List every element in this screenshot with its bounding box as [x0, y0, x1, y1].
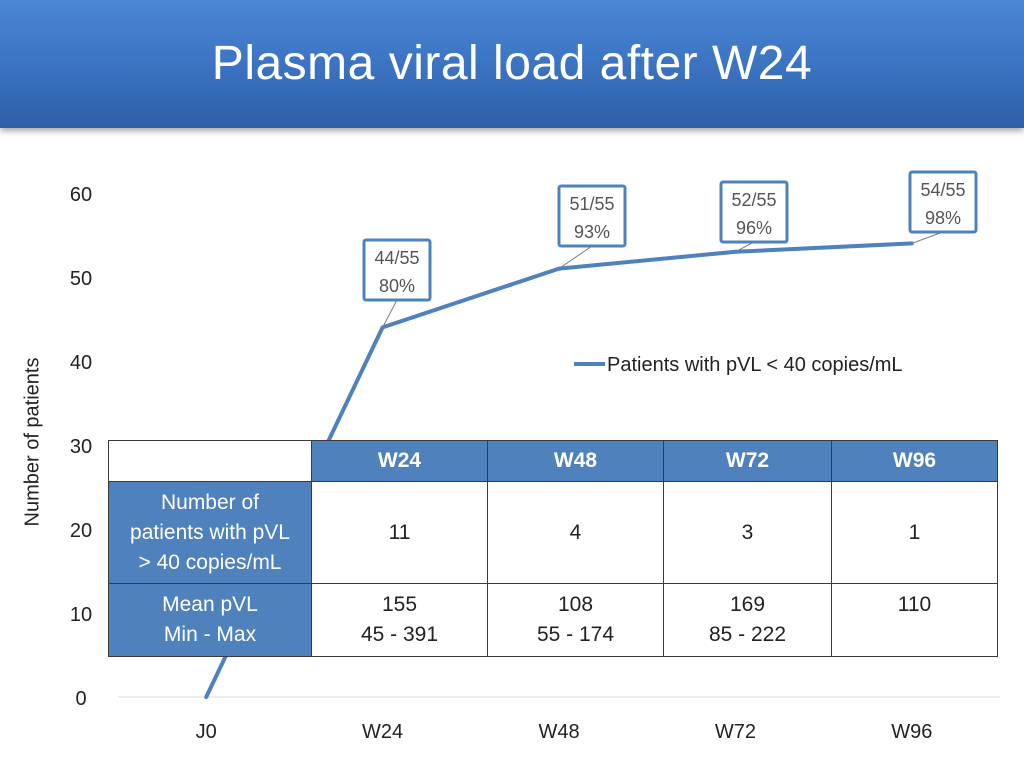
table-cell — [312, 584, 488, 657]
cell-value: 108 — [557, 593, 594, 616]
cell-value: 155 — [381, 593, 418, 616]
cell-value: 169 — [729, 593, 766, 616]
x-tick-label: W24 — [362, 721, 404, 743]
data-label: 98% — [924, 208, 962, 228]
y-tick-label: 0 — [75, 688, 87, 710]
cell-value: 11 — [388, 520, 411, 544]
callout-leader — [912, 232, 943, 243]
table-header-row — [109, 441, 998, 482]
cell-value: 1 — [908, 520, 921, 544]
table-col-header: W48 — [488, 441, 664, 482]
y-tick-label: 40 — [69, 352, 93, 374]
row-header-line: > 40 copies/mL — [138, 550, 282, 574]
table-cell — [488, 584, 664, 657]
x-tick-label: J0 — [195, 721, 217, 743]
data-label: 93% — [573, 222, 611, 242]
table-cell — [488, 482, 664, 584]
cell-value: 3 — [741, 520, 754, 544]
table-cell — [664, 482, 832, 584]
y-axis-title: Number of patients — [21, 357, 44, 527]
row-header-line: patients with pVL — [130, 520, 290, 544]
table-col-header: W96 — [832, 441, 998, 482]
x-tick-label: W96 — [891, 721, 933, 743]
table-cell — [312, 482, 488, 584]
y-tick-label: 50 — [69, 268, 93, 290]
page-title: Plasma viral load after W24 — [211, 37, 813, 90]
table-row — [109, 482, 998, 584]
table-row-header — [109, 584, 312, 657]
data-label: 80% — [378, 276, 416, 296]
table-cell — [832, 482, 998, 584]
legend-label: Patients with pVL < 40 copies/mL — [607, 354, 903, 376]
cell-range: 45 - 391 — [360, 623, 439, 646]
table-cell — [664, 584, 832, 657]
y-tick-label: 20 — [69, 520, 93, 542]
y-tick-label: 10 — [69, 604, 93, 626]
data-label: 44/55 — [374, 248, 420, 268]
y-tick-label: 60 — [69, 184, 93, 206]
cell-range: 55 - 174 — [536, 623, 615, 646]
cell-value: 4 — [569, 520, 582, 544]
data-label: 54/55 — [920, 180, 966, 200]
row-header-line: Min - Max — [163, 623, 257, 646]
data-point — [204, 695, 208, 699]
table-col-header: W24 — [312, 441, 488, 482]
cell-value: 110 — [897, 593, 932, 616]
summary-table — [108, 440, 998, 657]
cell-range: 85 - 222 — [708, 623, 787, 646]
data-label: 96% — [735, 218, 773, 238]
table-row — [109, 584, 998, 657]
table-row-header — [109, 482, 312, 584]
table-corner-cell — [109, 441, 312, 482]
row-header-line: Number of — [160, 490, 260, 514]
data-label: 52/55 — [731, 190, 777, 210]
y-tick-label: 30 — [69, 436, 93, 458]
x-tick-label: W72 — [714, 721, 756, 743]
table-cell — [832, 584, 998, 657]
data-label: 51/55 — [569, 194, 615, 214]
table-col-header: W72 — [664, 441, 832, 482]
row-header-line: Mean pVL — [162, 593, 258, 616]
x-tick-label: W48 — [538, 721, 580, 743]
